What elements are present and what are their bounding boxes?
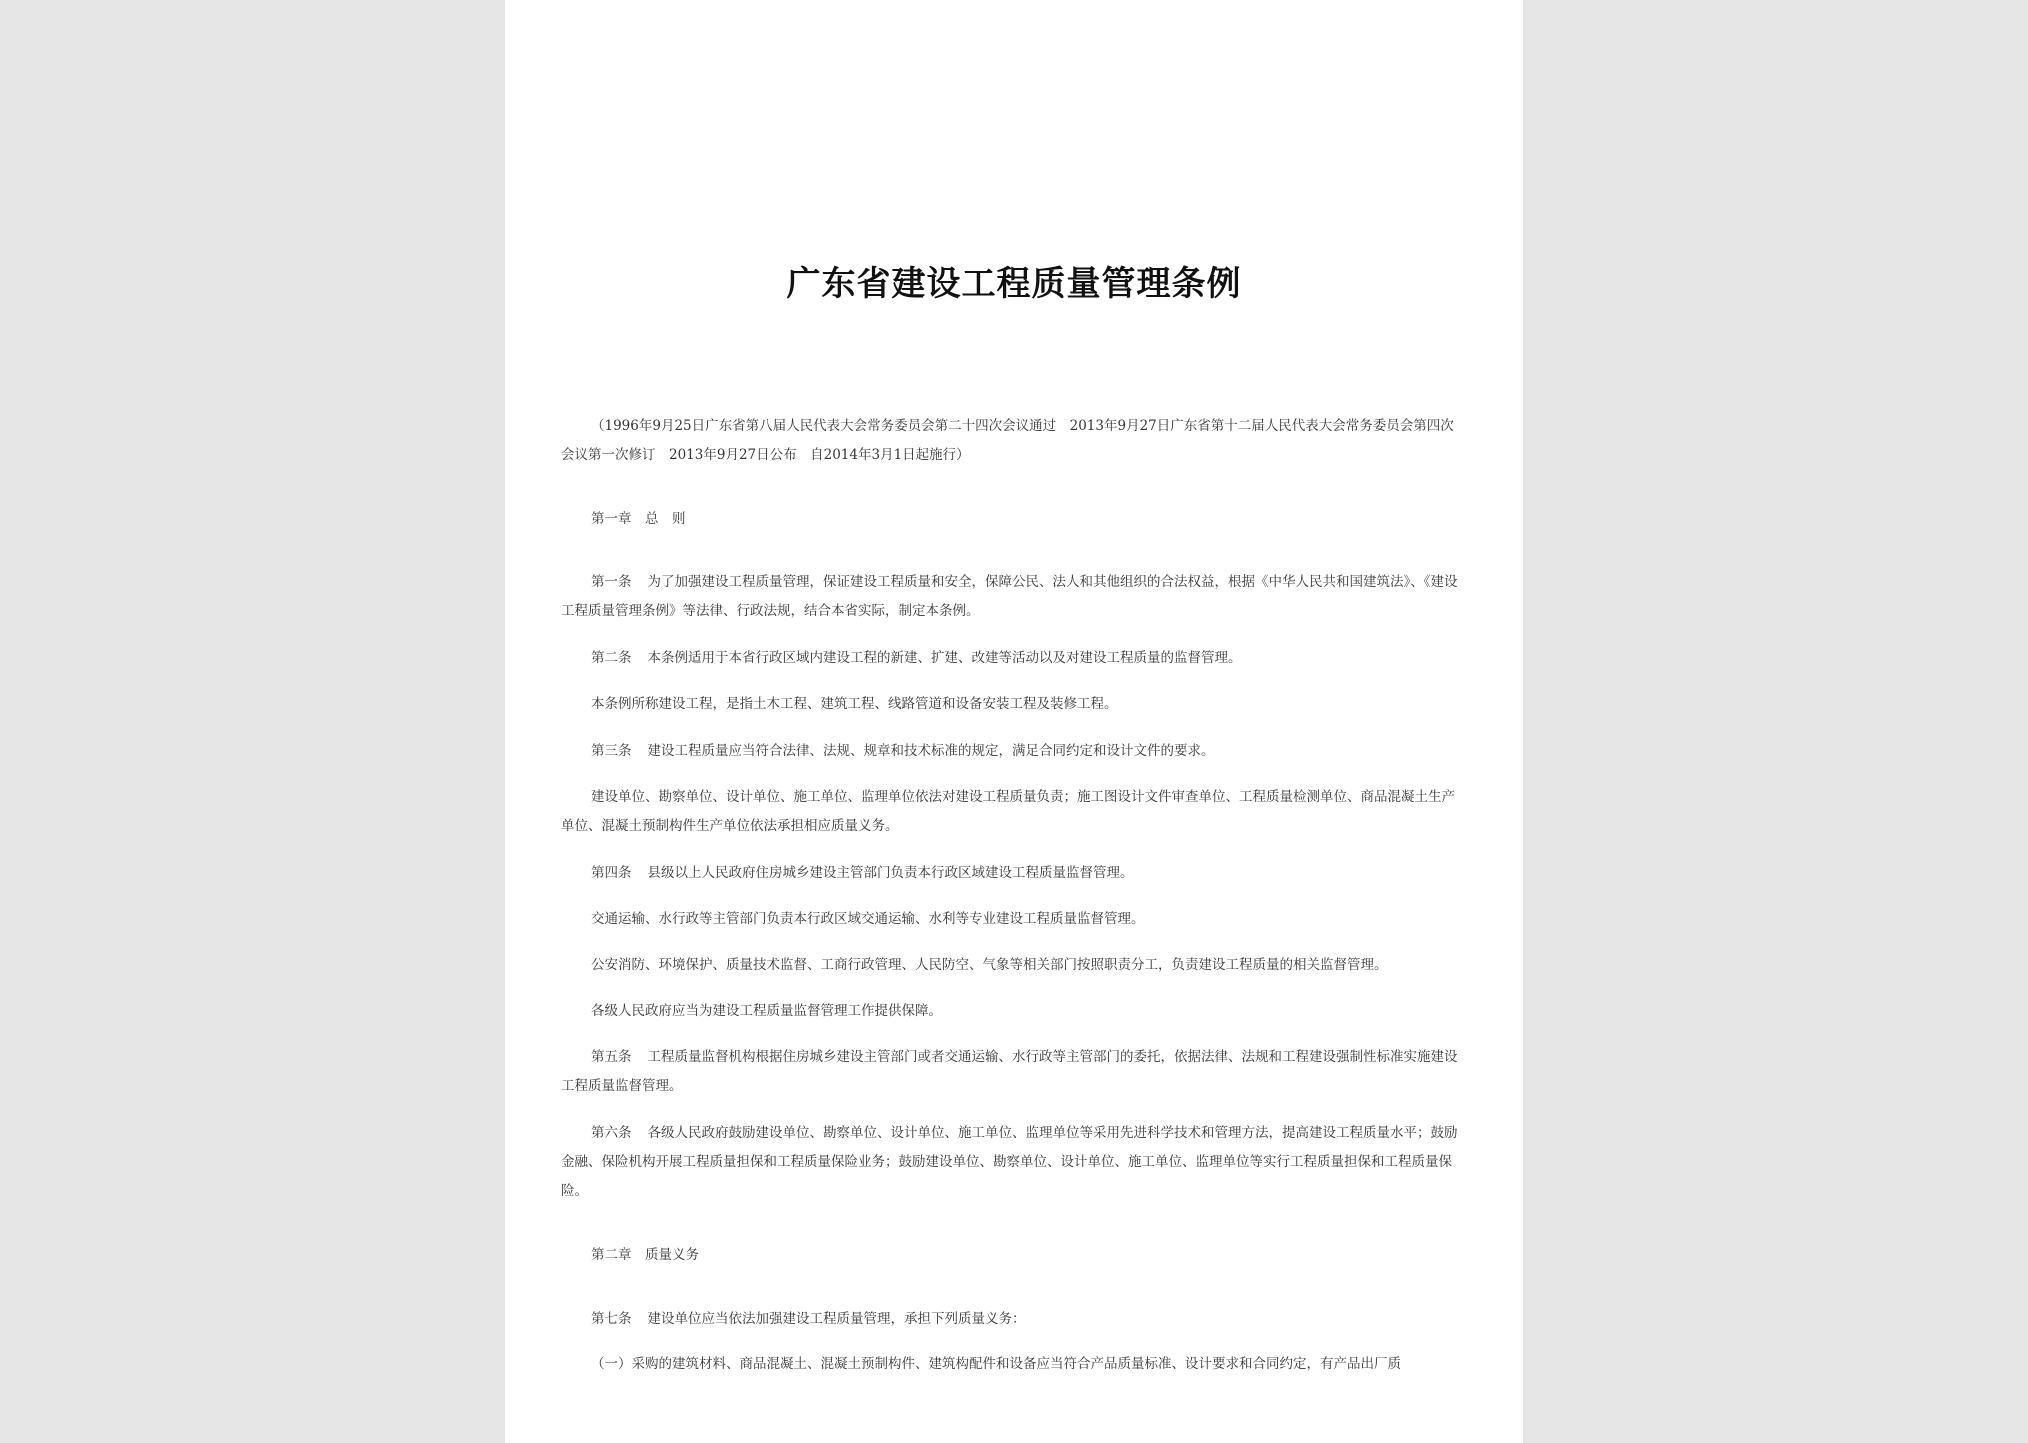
paragraph: 交通运输、水行政等主管部门负责本行政区域交通运输、水利等专业建设工程质量监督管理。 <box>591 911 1145 927</box>
article-1 <box>561 568 1461 626</box>
list-item: （一）采购的建筑材料、商品混凝土、混凝土预制构件、建筑构配件和设备应当符合产品质量标准、设计要求和合同约定，有产品出厂质 <box>591 1356 1401 1372</box>
article-6 <box>561 1119 1461 1206</box>
article-text: 工程质量监督机构根据住房城乡建设主管部门或者交通运输、水行政等主管部门的委托，依据法律、法规和工程建设强制性标准实施建设工程质量监督管理。 <box>561 1049 1458 1094</box>
chapter-heading: 第一章 总 则 <box>591 511 686 527</box>
paragraph-block <box>561 951 1461 980</box>
article-block <box>561 644 1461 673</box>
article-4 <box>561 859 1461 888</box>
article-block <box>561 1119 1461 1206</box>
article-7 <box>561 1305 1461 1334</box>
article-label: 第五条 <box>591 1049 632 1065</box>
list-item-block <box>561 1350 1461 1379</box>
article-label: 第七条 <box>591 1311 632 1327</box>
paragraph: 公安消防、环境保护、质量技术监督、工商行政管理、人民防空、气象等相关部门按照职责分工，负责建设工程质量的相关监督管理。 <box>591 957 1388 973</box>
article-text: 本条例适用于本省行政区域内建设工程的新建、扩建、改建等活动以及对建设工程质量的监督管理。 <box>647 650 1242 666</box>
article-text: 县级以上人民政府住房城乡建设主管部门负责本行政区域建设工程质量监督管理。 <box>647 865 1134 881</box>
document-page <box>505 0 1523 1443</box>
article-label: 第二条 <box>591 650 632 666</box>
paragraph-block <box>561 905 1461 934</box>
paragraph-block <box>561 783 1461 841</box>
paragraph-block <box>561 997 1461 1026</box>
article-text: 各级人民政府鼓励建设单位、勘察单位、设计单位、施工单位、监理单位等采用先进科学技术和管理方法，提高建设工程质量水平；鼓励金融、保险机构开展工程质量担保和工程质量保险业务；鼓励建设单位、勘察单位、设计单位、施工单位、监理单位等实行工程质量担保和工程质量保险。 <box>561 1125 1458 1199</box>
document-body <box>561 412 1461 470</box>
article-2 <box>561 644 1461 673</box>
article-label: 第六条 <box>591 1125 632 1141</box>
article-text: 建设工程质量应当符合法律、法规、规章和技术标准的规定，满足合同约定和设计文件的要求。 <box>647 743 1215 759</box>
chapter-heading: 第二章 质量义务 <box>591 1247 699 1263</box>
article-text: 建设单位应当依法加强建设工程质量管理，承担下列质量义务： <box>647 1311 1026 1327</box>
paragraph: 各级人民政府应当为建设工程质量监督管理工作提供保障。 <box>591 1003 942 1019</box>
document-title: 广东省建设工程质量管理条例 <box>786 264 1242 304</box>
article-label: 第四条 <box>591 865 632 881</box>
article-block <box>561 1305 1461 1334</box>
article-5 <box>561 1043 1461 1101</box>
article-block <box>561 568 1461 626</box>
paragraph: 建设单位、勘察单位、设计单位、施工单位、监理单位依法对建设工程质量负责；施工图设计文件审查单位、工程质量检测单位、商品混凝土生产单位、混凝土预制构件生产单位依法承担相应质量义务。 <box>561 789 1455 834</box>
article-3 <box>561 737 1461 766</box>
article-block <box>561 737 1461 766</box>
article-label: 第一条 <box>591 574 632 590</box>
article-label: 第三条 <box>591 743 632 759</box>
chapter-block-2 <box>561 1241 1461 1270</box>
article-block <box>561 859 1461 888</box>
article-text: 为了加强建设工程质量管理，保证建设工程质量和安全，保障公民、法人和其他组织的合法权益，根据《中华人民共和国建筑法》、《建设工程质量管理条例》等法律、行政法规，结合本省实际，制定本条例。 <box>561 574 1458 619</box>
paragraph: 本条例所称建设工程，是指土木工程、建筑工程、线路管道和设备安装工程及装修工程。 <box>591 696 1118 712</box>
preamble: （1996年9月25日广东省第八届人民代表大会常务委员会第二十四次会议通过 2013年9月27日广东省第十二届人民代表大会常务委员会第四次会议第一次修订 2013年9月27日公布 自2014年3月1日起施行） <box>561 418 1454 463</box>
paragraph-block <box>561 690 1461 719</box>
article-block <box>561 1043 1461 1101</box>
chapter-block-1 <box>561 505 1461 534</box>
